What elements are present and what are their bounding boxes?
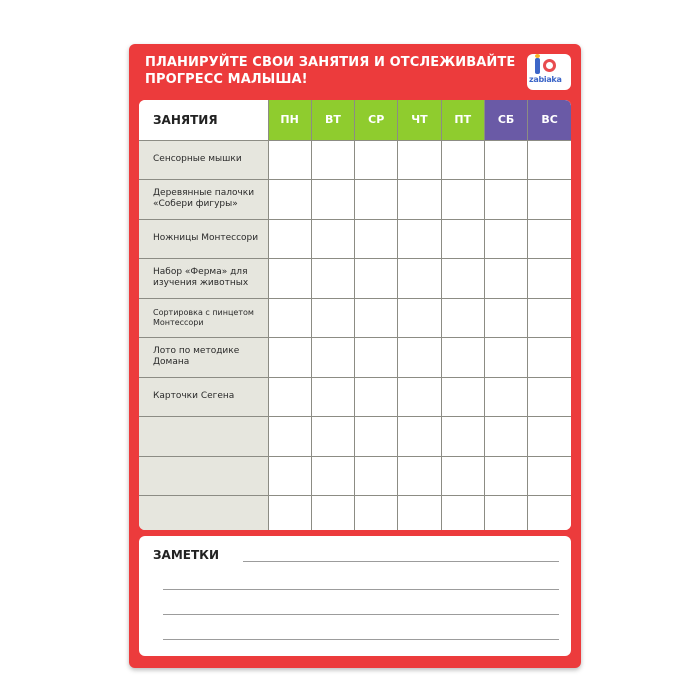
title-line-1: ПЛАНИРУЙТЕ СВОИ ЗАНЯТИЯ И ОТСЛЕЖИВАЙТЕ [145,55,516,70]
schedule-cell[interactable] [484,140,527,180]
schedule-cell[interactable] [355,219,398,259]
table-row [139,377,571,417]
schedule-cell[interactable] [398,417,441,457]
schedule-cell[interactable] [398,496,441,531]
notes-line[interactable] [243,561,559,562]
schedule-cell[interactable] [398,180,441,220]
schedule-cell[interactable] [311,338,354,378]
schedule-cell[interactable] [311,377,354,417]
schedule-cell[interactable] [528,377,571,417]
schedule-cell[interactable] [484,219,527,259]
activity-label [139,456,268,496]
schedule-cell[interactable] [441,496,484,531]
schedule-cell[interactable] [484,496,527,531]
brand-logo [527,54,571,90]
schedule-cell[interactable] [398,298,441,338]
schedule-cell[interactable] [268,298,311,338]
schedule-cell[interactable] [441,417,484,457]
schedule-cell[interactable] [311,496,354,531]
schedule-cell[interactable] [355,259,398,299]
schedule-cell[interactable] [528,417,571,457]
activity-label [139,259,268,299]
schedule-cell[interactable] [268,259,311,299]
activity-label-line-1: Сортировка с пинцетом [153,307,254,317]
logo-i-icon [535,58,540,74]
activity-label-line-2: Домана [153,357,190,368]
schedule-cell[interactable] [311,180,354,220]
schedule-cell[interactable] [484,298,527,338]
schedule-cell[interactable] [311,219,354,259]
activity-label-line-1: Ножницы Монтессори [153,233,259,244]
schedule-cell[interactable] [484,456,527,496]
page-title [145,54,516,88]
activity-label-line-1: Карточки Сегена [153,391,235,402]
schedule-cell[interactable] [311,259,354,299]
schedule-cell[interactable] [355,180,398,220]
day-header-fri: ПТ [441,100,484,140]
schedule-cell[interactable] [528,496,571,531]
activity-label-line-2: Монтессори [153,317,204,327]
activity-label-line-1: Деревянные палочки [153,188,255,199]
schedule-cell[interactable] [484,377,527,417]
schedule-cell[interactable] [398,377,441,417]
schedule-body [139,140,571,530]
schedule-cell[interactable] [441,298,484,338]
table-row [139,140,571,180]
table-row [139,417,571,457]
day-header-thu: ЧТ [398,100,441,140]
schedule-cell[interactable] [355,140,398,180]
activity-label [139,298,268,338]
activity-label [139,496,268,531]
schedule-cell[interactable] [355,298,398,338]
activity-label [139,219,268,259]
schedule-cell[interactable] [398,140,441,180]
schedule-cell[interactable] [268,180,311,220]
notes-line[interactable] [163,639,559,640]
schedule-cell[interactable] [528,140,571,180]
schedule-cell[interactable] [268,338,311,378]
schedule-panel [139,100,571,530]
table-row [139,259,571,299]
schedule-cell[interactable] [355,417,398,457]
logo-text: zabiaka [529,75,562,84]
schedule-cell[interactable] [355,338,398,378]
schedule-cell[interactable] [528,180,571,220]
notes-line[interactable] [163,614,559,615]
activity-label [139,140,268,180]
schedule-table [139,100,571,530]
table-row [139,496,571,531]
title-line-2: ПРОГРЕСС МАЛЫША! [145,72,308,87]
table-header-row [139,100,571,140]
schedule-cell[interactable] [528,456,571,496]
schedule-cell[interactable] [484,180,527,220]
schedule-cell[interactable] [528,259,571,299]
activity-label-line-2: изучения животных [153,278,249,289]
schedule-cell[interactable] [528,338,571,378]
schedule-cell[interactable] [484,338,527,378]
activity-label [139,417,268,457]
schedule-cell[interactable] [311,417,354,457]
schedule-cell[interactable] [441,377,484,417]
schedule-cell[interactable] [484,417,527,457]
activity-label-line-2: «Собери фигуры» [153,199,238,210]
schedule-cell[interactable] [441,259,484,299]
notes-title: ЗАМЕТКИ [153,548,219,562]
table-row [139,180,571,220]
schedule-cell[interactable] [311,140,354,180]
schedule-cell[interactable] [441,456,484,496]
table-row [139,338,571,378]
day-header-mon: ПН [268,100,311,140]
day-header-wed: СР [355,100,398,140]
schedule-cell[interactable] [355,456,398,496]
schedule-cell[interactable] [441,180,484,220]
table-row [139,298,571,338]
schedule-cell[interactable] [441,140,484,180]
schedule-cell[interactable] [441,219,484,259]
activity-label [139,377,268,417]
schedule-cell[interactable] [311,456,354,496]
schedule-cell[interactable] [398,338,441,378]
activity-planner-board [129,44,581,668]
schedule-cell[interactable] [268,417,311,457]
activity-label-line-1: Сенсорные мышки [153,154,242,165]
schedule-cell[interactable] [268,377,311,417]
schedule-cell[interactable] [441,338,484,378]
schedule-cell[interactable] [311,298,354,338]
schedule-cell[interactable] [528,298,571,338]
schedule-cell[interactable] [398,259,441,299]
table-row [139,219,571,259]
schedule-cell[interactable] [355,496,398,531]
activity-label-line-1: Лото по методике [153,346,240,357]
schedule-cell[interactable] [268,456,311,496]
day-header-sat: СБ [484,100,527,140]
activity-label [139,338,268,378]
schedule-cell[interactable] [268,496,311,531]
schedule-cell[interactable] [355,377,398,417]
schedule-cell[interactable] [268,140,311,180]
day-header-sun: ВС [528,100,571,140]
day-header-tue: ВТ [311,100,354,140]
activity-column-header: ЗАНЯТИЯ [139,100,268,140]
schedule-cell[interactable] [484,259,527,299]
schedule-cell[interactable] [268,219,311,259]
schedule-cell[interactable] [528,219,571,259]
table-row [139,456,571,496]
schedule-cell[interactable] [398,219,441,259]
activity-label [139,180,268,220]
schedule-cell[interactable] [398,456,441,496]
logo-q-icon [543,59,556,72]
notes-section [139,536,571,656]
activity-label-line-1: Набор «Ферма» для [153,267,248,278]
notes-line[interactable] [163,589,559,590]
